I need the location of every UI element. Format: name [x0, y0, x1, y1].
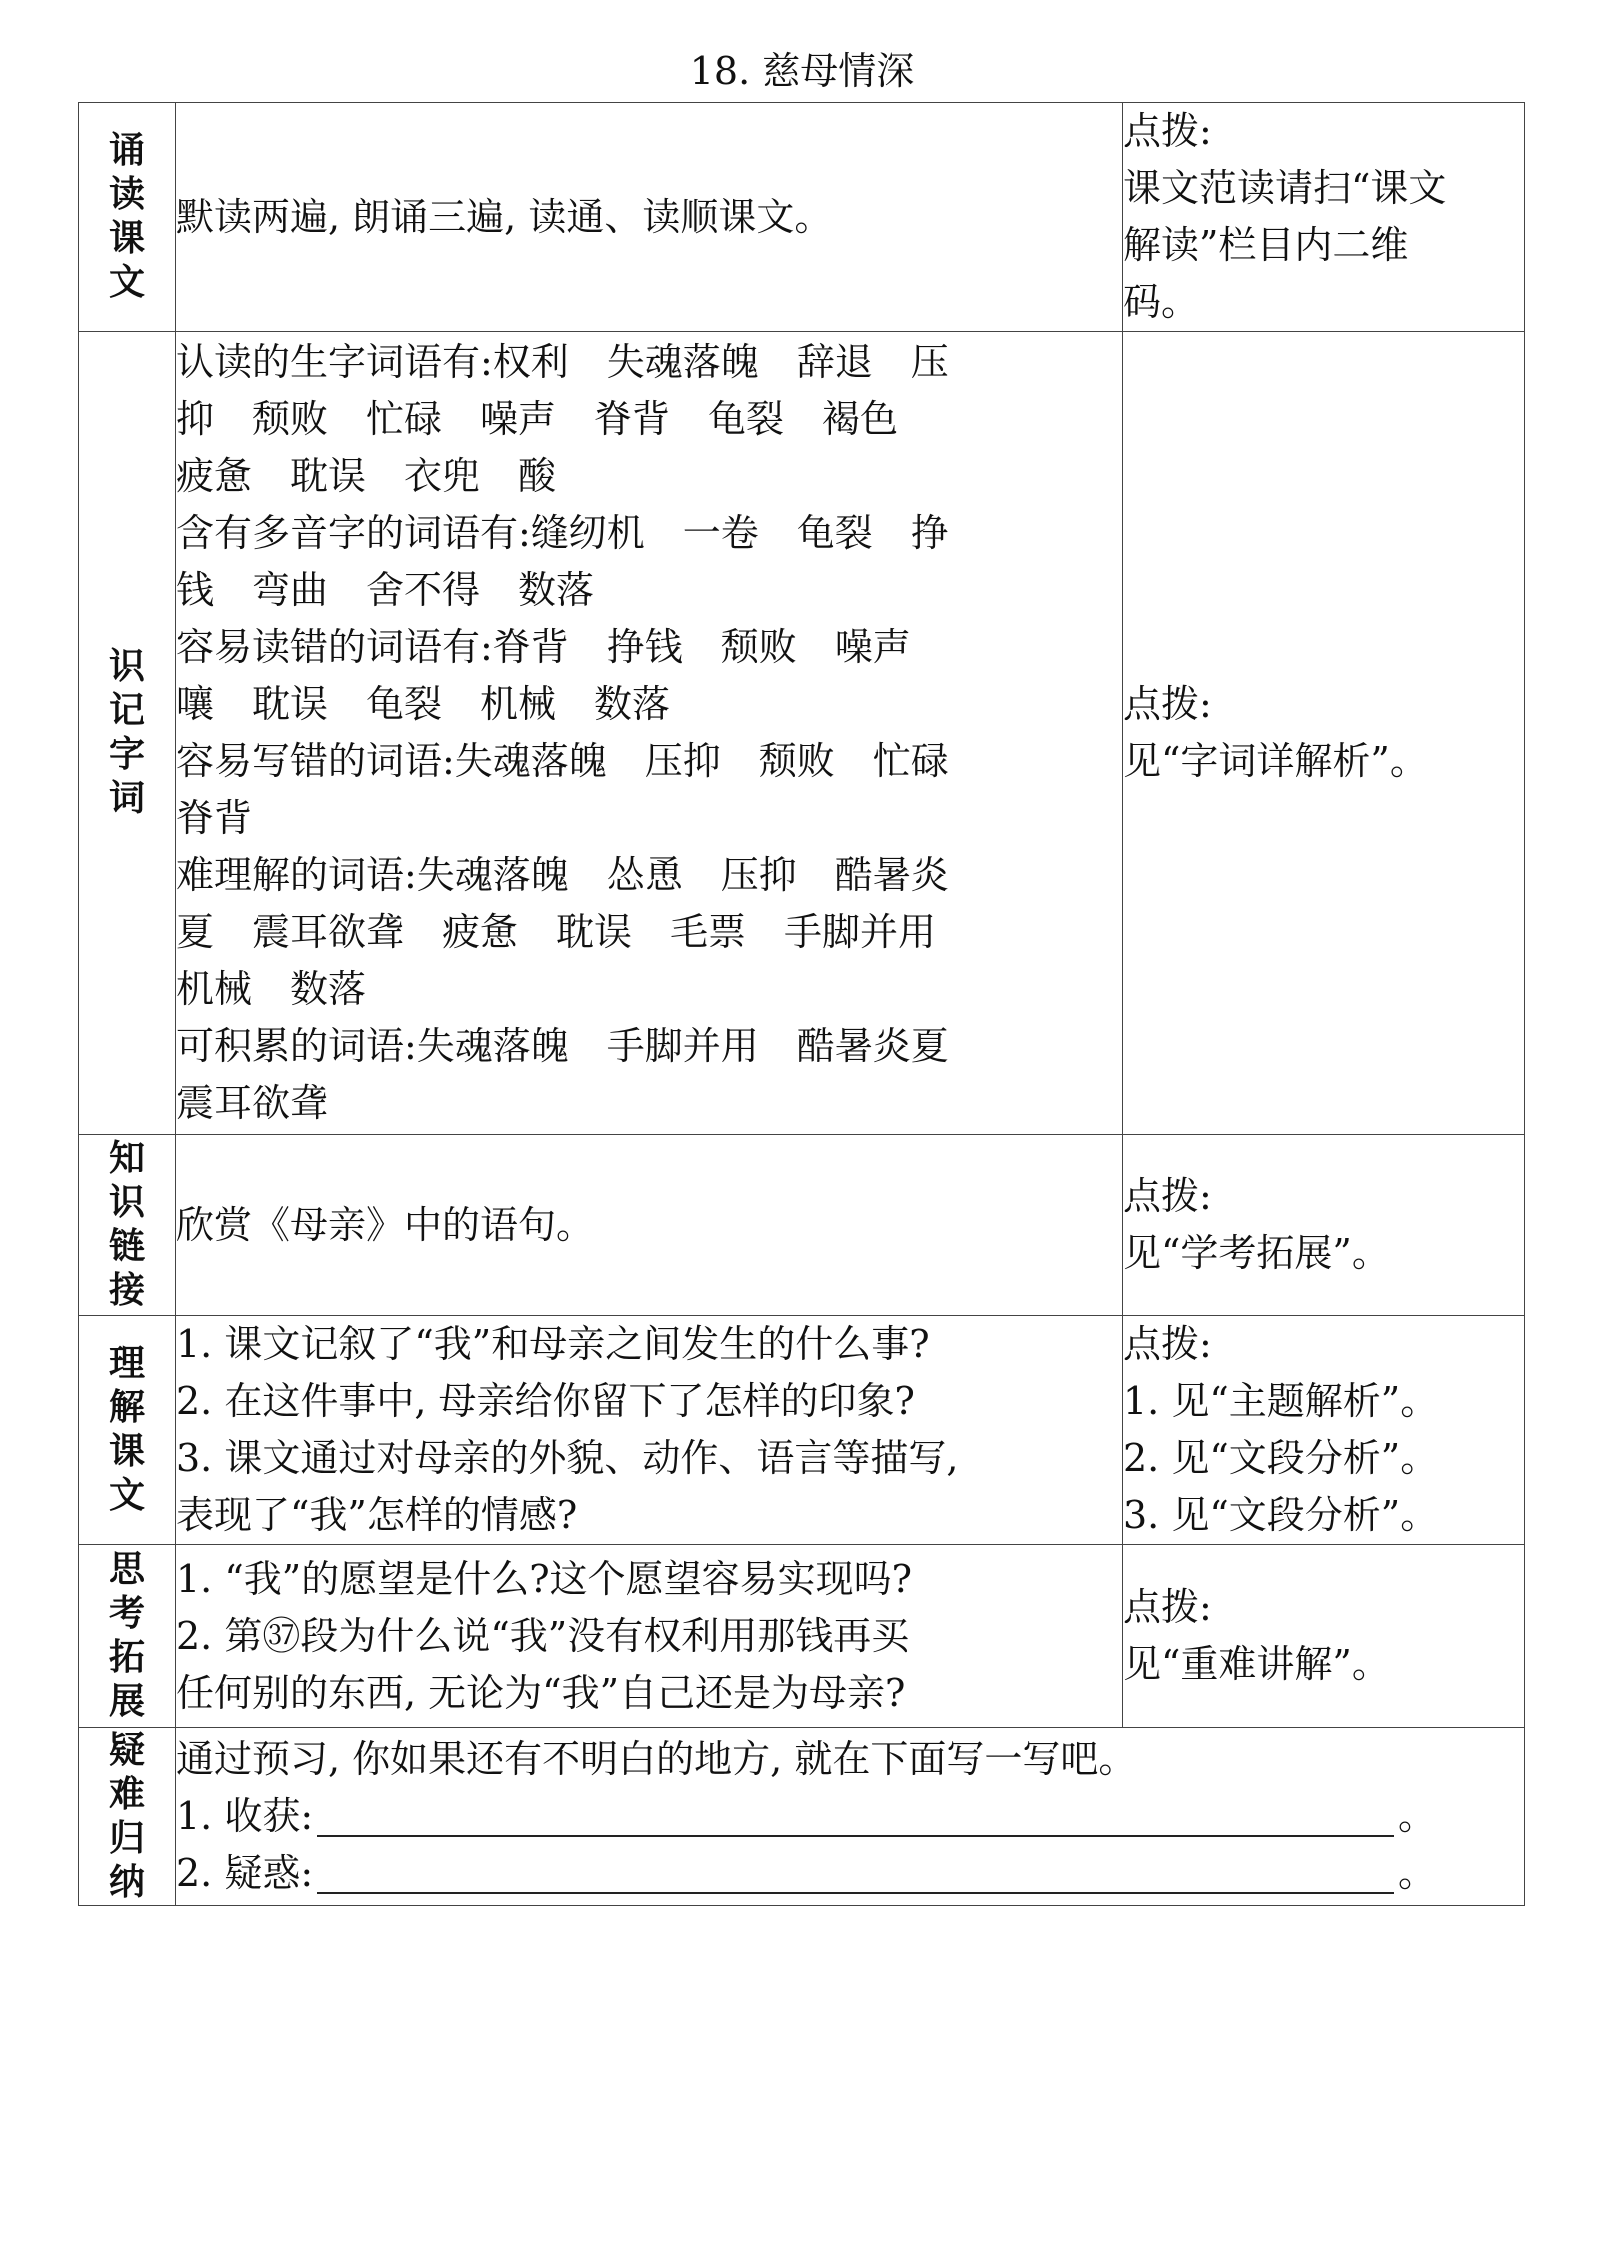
- doubt-field-end: 。: [1397, 1851, 1436, 1895]
- label-char: 词: [108, 778, 145, 819]
- content-line: 认读的生字词语有:权利 失魂落魄 辞退 压: [176, 340, 949, 384]
- row-content-read-aloud: [176, 103, 1123, 332]
- table-row-read-aloud: [79, 103, 1525, 332]
- page-title: 18. 慈母情深: [689, 49, 915, 93]
- label-char: 识: [108, 1182, 145, 1223]
- row-hint-think-extend: [1123, 1545, 1525, 1728]
- row-hint-understand-text: [1123, 1316, 1525, 1545]
- summary-intro: 通过预习, 你如果还有不明白的地方, 就在下面写一写吧。: [176, 1737, 1137, 1781]
- row-hint-read-aloud: [1123, 103, 1525, 332]
- content-line: 机械 数落: [176, 967, 367, 1011]
- row-label-understand-text: [79, 1316, 176, 1545]
- hint-line: 点拨:: [1123, 1585, 1212, 1629]
- content-line: 2. 第㊲段为什么说“我”没有权利用那钱再买: [176, 1613, 910, 1658]
- row-label-vocabulary: [79, 332, 176, 1135]
- content-line: 钱 弯曲 舍不得 数落: [176, 568, 595, 612]
- hint-line: 码。: [1123, 280, 1200, 324]
- doubt-field-row: [176, 1845, 1436, 1902]
- label-char: 文: [108, 1475, 145, 1516]
- label-char: 接: [108, 1270, 145, 1311]
- content-line: 容易写错的词语:失魂落魄 压抑 颓败 忙碌: [176, 739, 949, 783]
- content-line: 脊背: [176, 796, 253, 840]
- hint-line: 解读”栏目内二维: [1123, 223, 1409, 267]
- gain-field-label: 1. 收获:: [176, 1794, 314, 1838]
- label-char: 拓: [108, 1637, 145, 1678]
- label-char: 记: [108, 690, 145, 731]
- content-line: 任何别的东西, 无论为“我”自己还是为母亲?: [176, 1670, 906, 1715]
- content-line: 疲惫 耽误 衣兜 酸: [176, 454, 557, 498]
- row-content-knowledge-link: [176, 1135, 1123, 1316]
- content-line: 1. “我”的愿望是什么?这个愿望容易实现吗?: [176, 1556, 912, 1601]
- row-content-summary: [176, 1728, 1525, 1906]
- row-content-vocabulary: [176, 332, 1123, 1135]
- row-hint-vocabulary: [1123, 332, 1525, 1135]
- table-row-summary: [79, 1728, 1525, 1906]
- label-char: 课: [108, 1431, 145, 1472]
- label-char: 课: [108, 218, 145, 259]
- content-line: 欣赏《母亲》中的语句。: [176, 1202, 595, 1247]
- content-line: 容易读错的词语有:脊背 挣钱 颓败 噪声: [176, 625, 911, 669]
- content-line: 震耳欲聋: [176, 1081, 329, 1125]
- row-hint-knowledge-link: [1123, 1135, 1525, 1316]
- label-char: 纳: [108, 1861, 145, 1903]
- label-char: 解: [108, 1387, 145, 1428]
- label-char: 知: [108, 1138, 145, 1179]
- label-char: 字: [108, 734, 145, 775]
- row-label-think-extend: [79, 1545, 176, 1728]
- label-char: 难: [108, 1773, 145, 1815]
- table-row-knowledge-link: [79, 1135, 1525, 1316]
- content-line: 难理解的词语:失魂落魄 怂恿 压抑 酷暑炎: [176, 853, 949, 897]
- content-line: 抑 颓败 忙碌 噪声 脊背 龟裂 褐色: [176, 397, 899, 441]
- gain-field-row: [176, 1788, 1436, 1845]
- label-char: 考: [108, 1593, 145, 1634]
- hint-line: 课文范读请扫“课文: [1123, 166, 1447, 210]
- row-label-summary: [79, 1728, 176, 1906]
- hint-line: 见“学考拓展”。: [1123, 1231, 1390, 1275]
- hint-line: 见“重难讲解”。: [1123, 1642, 1390, 1686]
- preview-table: [78, 102, 1525, 1906]
- hint-line: 见“字词详解析”。: [1123, 739, 1428, 783]
- content-line: 默读两遍, 朗诵三遍, 读通、读顺课文。: [176, 194, 833, 239]
- content-line: 2. 在这件事中, 母亲给你留下了怎样的印象?: [176, 1379, 915, 1423]
- hint-line: 点拨:: [1123, 1322, 1212, 1366]
- doubt-answer-blank[interactable]: [317, 1852, 1394, 1894]
- gain-field-end: 。: [1397, 1794, 1436, 1838]
- hint-line: 点拨:: [1123, 1174, 1212, 1218]
- hint-line: 点拨:: [1123, 682, 1212, 726]
- hint-line: 1. 见“主题解析”。: [1123, 1379, 1439, 1423]
- hint-line: 3. 见“文段分析”。: [1123, 1493, 1439, 1537]
- hint-line: 2. 见“文段分析”。: [1123, 1436, 1439, 1480]
- row-label-knowledge-link: [79, 1135, 176, 1316]
- table-row-vocabulary: [79, 332, 1525, 1135]
- table-row-think-extend: [79, 1545, 1525, 1728]
- content-line: 可积累的词语:失魂落魄 手脚并用 酷暑炎夏: [176, 1024, 949, 1068]
- label-char: 诵: [108, 130, 145, 171]
- table-row-understand-text: [79, 1316, 1525, 1545]
- label-char: 理: [108, 1343, 145, 1384]
- content-line: 3. 课文通过对母亲的外貌、动作、语言等描写,: [176, 1436, 959, 1480]
- label-char: 归: [108, 1817, 145, 1859]
- label-char: 链: [108, 1226, 145, 1267]
- label-char: 读: [108, 174, 145, 215]
- label-char: 识: [108, 646, 145, 687]
- content-line: 表现了“我”怎样的情感?: [176, 1493, 578, 1537]
- label-char: 思: [108, 1549, 145, 1590]
- row-label-read-aloud: [79, 103, 176, 332]
- content-line: 嚷 耽误 龟裂 机械 数落: [176, 682, 671, 726]
- row-content-understand-text: [176, 1316, 1123, 1545]
- hint-line: 点拨:: [1123, 109, 1212, 153]
- content-line: 含有多音字的词语有:缝纫机 一卷 龟裂 挣: [176, 511, 949, 555]
- content-line: 1. 课文记叙了“我”和母亲之间发生的什么事?: [176, 1322, 930, 1366]
- label-char: 文: [108, 262, 145, 303]
- gain-answer-blank[interactable]: [317, 1795, 1394, 1837]
- doubt-field-label: 2. 疑惑:: [176, 1851, 314, 1895]
- label-char: 展: [108, 1681, 145, 1722]
- content-line: 夏 震耳欲聋 疲惫 耽误 毛票 手脚并用: [176, 910, 937, 954]
- row-content-think-extend: [176, 1545, 1123, 1728]
- label-char: 疑: [108, 1729, 145, 1771]
